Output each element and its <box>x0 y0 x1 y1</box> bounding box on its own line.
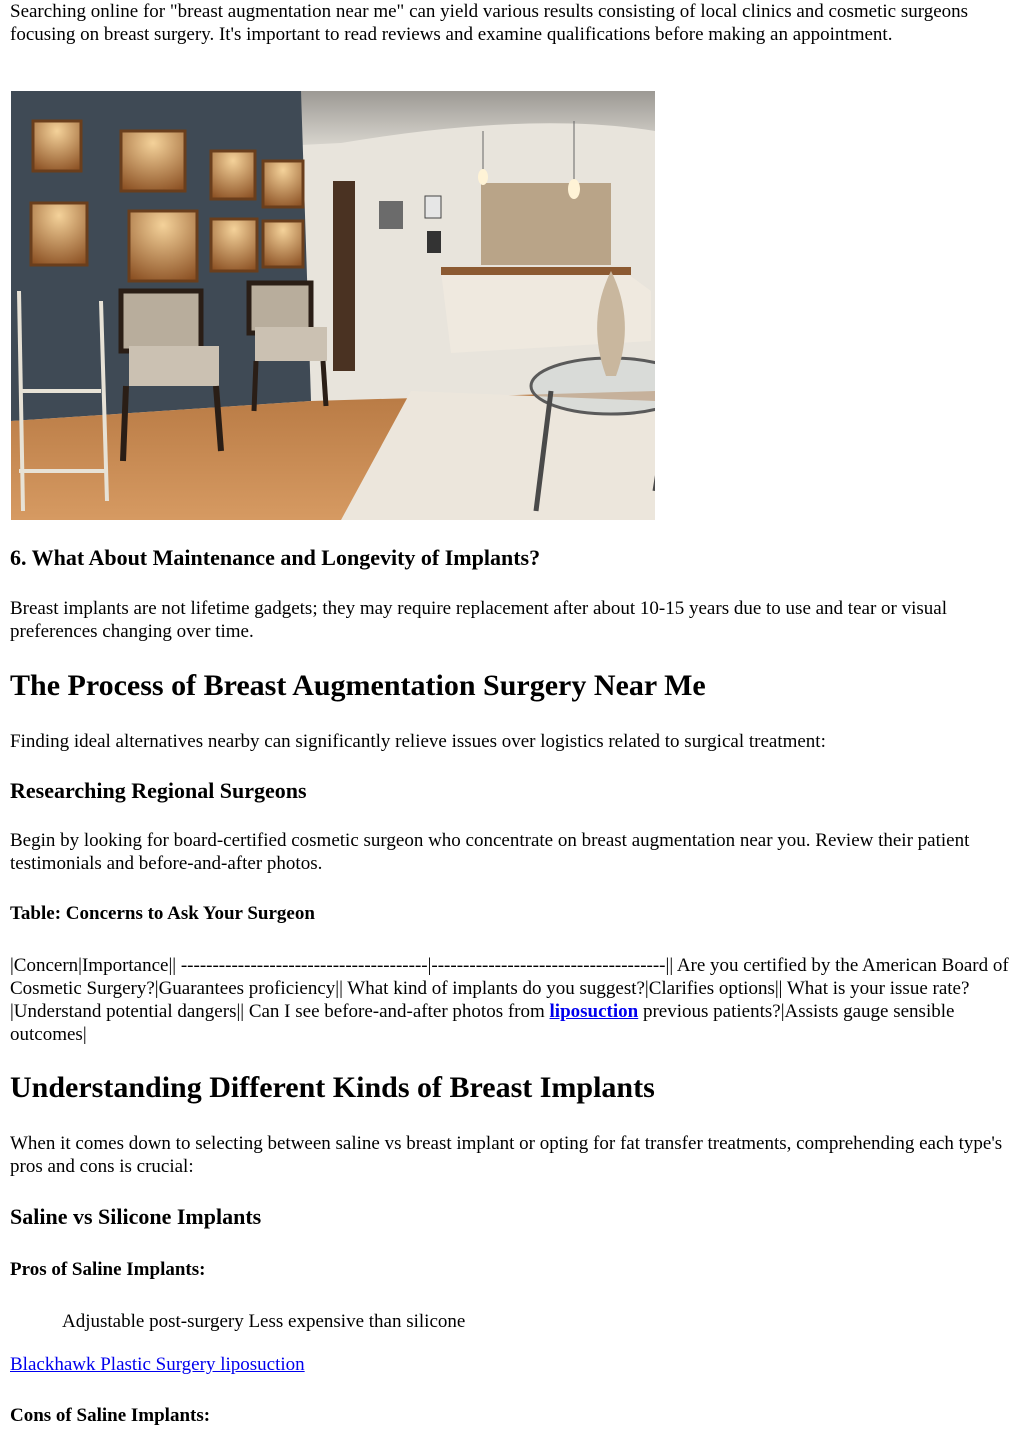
waiting-room-photo <box>11 91 655 520</box>
pros-heading: Pros of Saline Implants: <box>10 1259 206 1280</box>
research-paragraph: Begin by looking for board-certified cosmetic surgeon who concentrate on breast augmentation near you. Review their patient testimonials and before-and-after photos. <box>10 830 970 874</box>
table-text-end: previous patients?|Assists gauge sensible outcomes| <box>10 1001 955 1045</box>
section6-paragraph: Breast implants are not lifetime gadgets; they may require replacement after about 10-15 years due to use and tear or visual preferences changing over time. <box>10 598 947 642</box>
table-text <box>10 954 1020 1046</box>
kinds-paragraph: When it comes down to selecting between saline vs breast implant or opting for fat transfer treatments, comprehending each type's pros and cons is crucial: <box>10 1133 1003 1177</box>
intro-paragraph: Searching online for "breast augmentation near me" can yield various results consisting of local clinics and cosmetic surgeons focusing on breast surgery. It's important to read reviews and examine qualifications before making an appointment. <box>10 1 969 45</box>
process-heading: The Process of Breast Augmentation Surgery Near Me <box>10 669 706 702</box>
research-heading: Researching Regional Surgeons <box>10 778 307 803</box>
section6-heading: 6. What About Maintenance and Longevity of Implants? <box>10 545 541 570</box>
blackhawk-paragraph <box>10 1353 1005 1376</box>
process-paragraph: Finding ideal alternatives nearby can significantly relieve issues over logistics related to surgical treatment: <box>10 731 826 752</box>
liposuction-link[interactable]: liposuction <box>549 1001 639 1022</box>
table-text-start: |Concern|Importance|| ---------------------------------------|-------------------------------------|| Are you certified by the American Board of Cosmetic Surgery?|Guarantees proficiency|| What kind of implants do you suggest?|Clarifies options|| What is your issue rate?|Understand potential dangers|| Can I see before-and-after photos from <box>10 955 1009 1022</box>
table-heading: Table: Concerns to Ask Your Surgeon <box>10 903 315 924</box>
blackhawk-link[interactable]: Blackhawk Plastic Surgery liposuction <box>10 1354 305 1375</box>
saline-heading: Saline vs Silicone Implants <box>10 1204 262 1229</box>
kinds-heading: Understanding Different Kinds of Breast Implants <box>10 1071 655 1104</box>
cons-heading: Cons of Saline Implants: <box>10 1405 211 1426</box>
pros-list-item: Adjustable post-surgery Less expensive than silicone <box>62 1311 466 1332</box>
